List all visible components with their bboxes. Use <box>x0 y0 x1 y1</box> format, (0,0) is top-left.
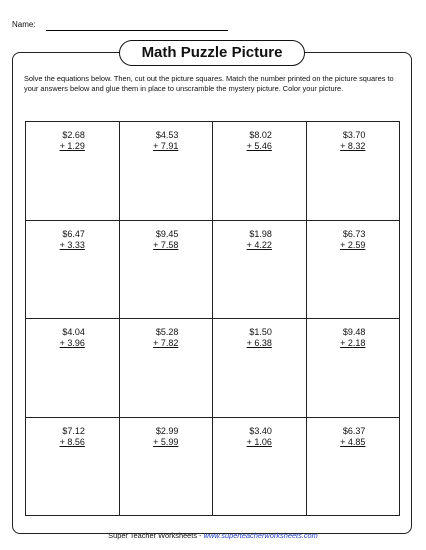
worksheet-title: Math Puzzle Picture <box>119 40 305 66</box>
name-label: Name: <box>12 20 36 29</box>
addend: $4.53 <box>155 130 179 140</box>
problem-cell <box>213 319 307 418</box>
instructions: Solve the equations below. Then, cut out the picture squares. Match the number printed on the picture squares to your answers below and glue them in place to unscramble the mystery picture. Color your picture. <box>24 74 394 93</box>
addend: $2.99 <box>155 425 179 436</box>
addend-underlined: + 5.99 <box>153 436 179 447</box>
addition-problem <box>153 426 178 516</box>
addition-problem <box>60 426 85 516</box>
addend-underlined: + 1.29 <box>59 141 85 151</box>
addition-problem <box>153 327 178 417</box>
addition-problem <box>60 327 85 417</box>
addend: $2.68 <box>62 130 85 140</box>
addend-underlined: + 4.85 <box>340 436 366 447</box>
problem-cell <box>26 221 120 320</box>
problem-cell <box>307 319 401 418</box>
addend-underlined: + 1.06 <box>246 436 272 447</box>
addend: $4.04 <box>62 327 85 337</box>
addend-underlined: + 7.58 <box>153 239 179 250</box>
problem-cell <box>213 221 307 320</box>
addend: $1.98 <box>249 228 272 239</box>
addend: $9.48 <box>342 327 366 337</box>
addend: $5.28 <box>155 327 179 337</box>
addend: $3.70 <box>342 130 366 140</box>
footer <box>0 531 426 540</box>
addition-problem <box>60 229 85 319</box>
problem-cell <box>213 418 307 517</box>
addend: $7.12 <box>62 425 85 436</box>
addition-problem <box>153 229 178 319</box>
problem-cell <box>307 418 401 517</box>
addend-underlined: + 5.46 <box>246 141 272 151</box>
name-line[interactable] <box>46 30 228 31</box>
addend-underlined: + 3.96 <box>59 338 85 348</box>
addition-problem <box>340 327 365 417</box>
problem-grid <box>25 121 400 516</box>
addend: $9.45 <box>155 228 179 239</box>
footer-link[interactable]: www.superteacherworksheets.com <box>203 531 318 540</box>
addend-underlined: + 3.33 <box>59 239 85 250</box>
addend-underlined: + 6.38 <box>246 338 272 348</box>
addend: $1.50 <box>249 327 272 337</box>
footer-text: Super Teacher Worksheets - <box>108 531 204 540</box>
addend-underlined: + 2.59 <box>340 239 366 250</box>
problem-cell <box>26 418 120 517</box>
addition-problem <box>340 130 365 220</box>
addition-problem <box>60 130 85 220</box>
addition-problem <box>247 130 272 220</box>
problem-cell <box>120 319 214 418</box>
problem-cell <box>26 122 120 221</box>
addend: $6.73 <box>342 228 366 239</box>
addend-underlined: + 8.56 <box>59 436 85 447</box>
problem-cell <box>307 221 401 320</box>
addition-problem <box>247 426 272 516</box>
addition-problem <box>340 426 365 516</box>
addend-underlined: + 8.32 <box>340 141 366 151</box>
addend: $6.37 <box>342 425 366 436</box>
addend-underlined: + 2.18 <box>340 338 366 348</box>
addend: $3.40 <box>249 425 272 436</box>
problem-cell <box>307 122 401 221</box>
addend: $8.02 <box>249 130 272 140</box>
problem-cell <box>120 418 214 517</box>
problem-cell <box>120 122 214 221</box>
addend: $6.47 <box>62 228 85 239</box>
addition-problem <box>247 229 272 319</box>
addend-underlined: + 4.22 <box>246 239 272 250</box>
addition-problem <box>153 130 178 220</box>
addition-problem <box>247 327 272 417</box>
addend-underlined: + 7.82 <box>153 338 179 348</box>
problem-cell <box>26 319 120 418</box>
addend-underlined: + 7.91 <box>153 141 179 151</box>
addition-problem <box>340 229 365 319</box>
problem-cell <box>213 122 307 221</box>
problem-cell <box>120 221 214 320</box>
